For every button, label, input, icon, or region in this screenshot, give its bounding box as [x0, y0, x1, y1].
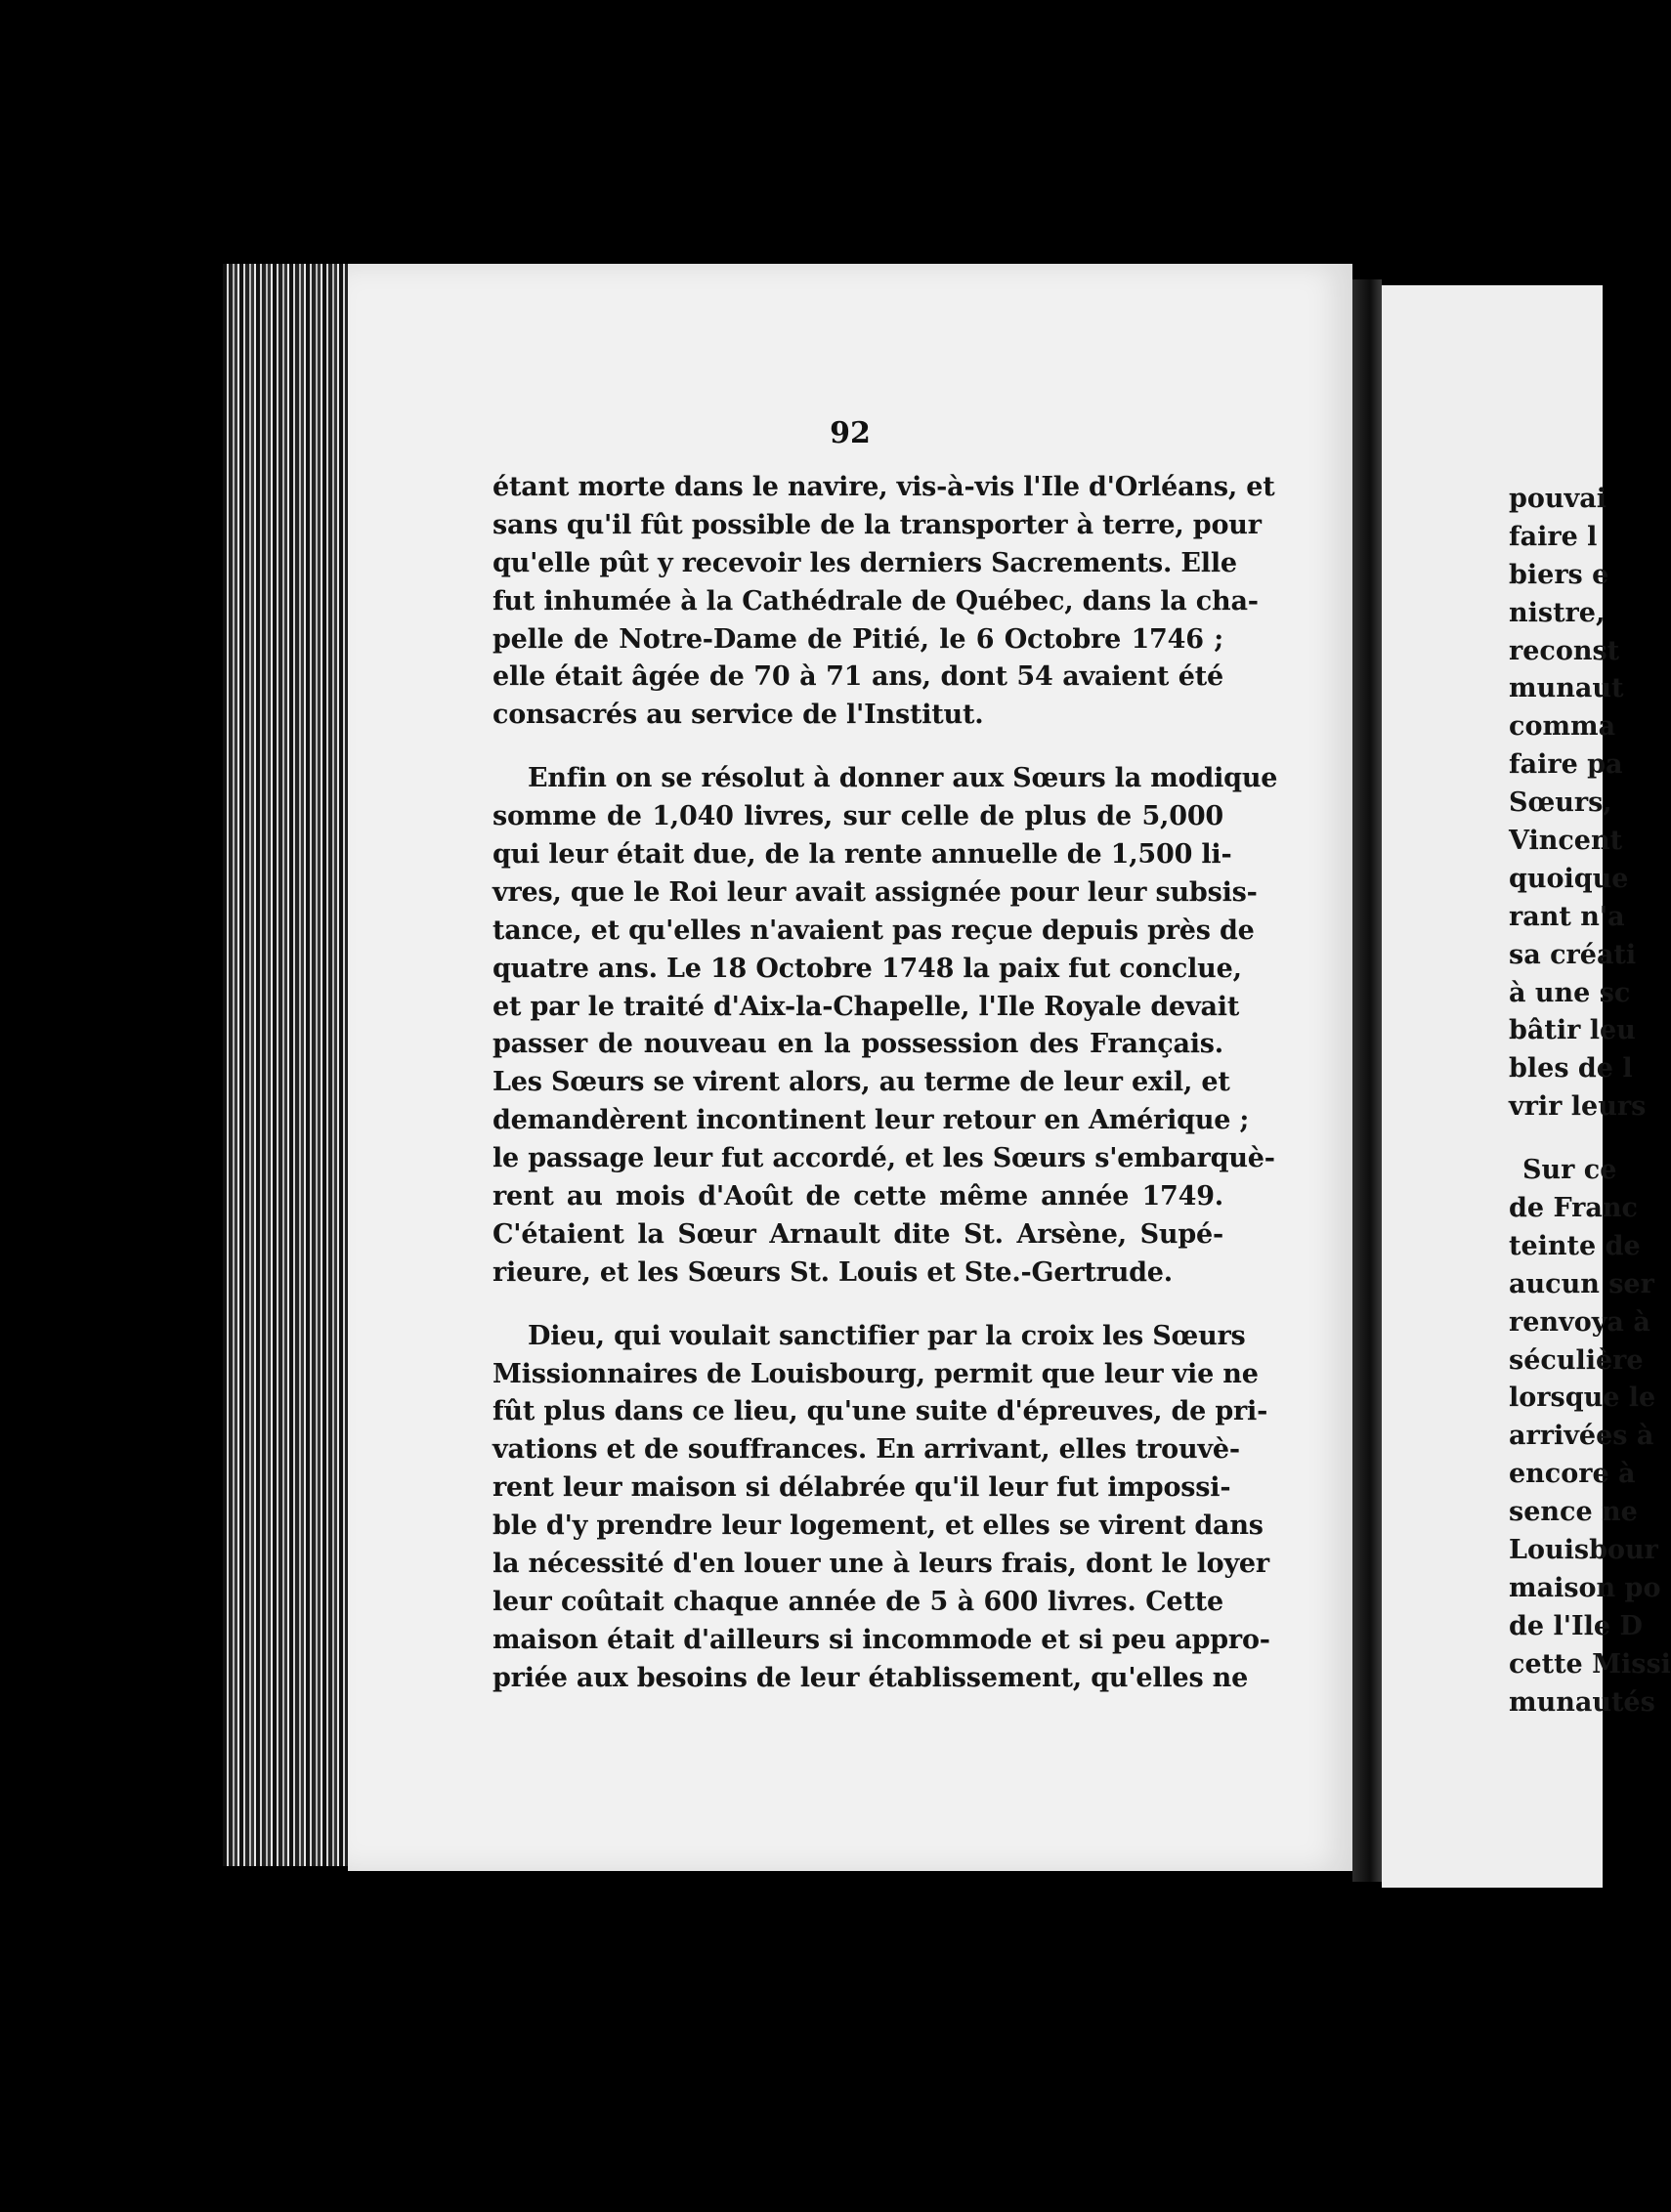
text-line: bles de l [1509, 1053, 1633, 1085]
text-line: de Franc [1509, 1193, 1638, 1224]
text-line: renvoya à [1509, 1306, 1650, 1338]
text-line: quoique [1509, 863, 1629, 894]
text-line: pouvai [1509, 484, 1607, 514]
text-line: C'étaient la Sœur Arnault dite St. Arsène, Supé- [493, 1218, 1223, 1250]
text-line: Louisbour [1509, 1535, 1658, 1566]
text-line: comma [1509, 711, 1616, 743]
text-line: Sur ce [1522, 1155, 1617, 1186]
text-line: Sœurs, [1509, 787, 1612, 819]
text-line: leur coûtait chaque année de 5 à 600 livres. Cette [493, 1586, 1223, 1617]
text-line: consacrés au service de l'Institut. [493, 700, 984, 731]
text-line: séculière [1509, 1344, 1644, 1376]
text-line: elle était âgée de 70 à 71 ans, dont 54 avaient été [493, 661, 1223, 693]
text-line: étant morte dans le navire, vis-à-vis l'Ile d'Orléans, et [493, 472, 1275, 502]
text-line: sans qu'il fût possible de la transporter à terre, pour [493, 509, 1262, 540]
text-line: fut inhumée à la Cathédrale de Québec, dans la cha- [493, 585, 1259, 617]
text-line: priée aux besoins de leur établissement, qu'elles ne [493, 1662, 1249, 1693]
paragraph-3 [493, 1318, 1270, 1698]
text-line: quatre ans. Le 18 Octobre 1748 la paix fut conclue, [493, 953, 1242, 984]
text-line: de l'Ile D [1509, 1610, 1643, 1641]
text-line: somme de 1,040 livres, sur celle de plus de 5,000 [493, 801, 1223, 832]
text-line: reconst [1509, 635, 1620, 666]
text-line: Vincent [1509, 826, 1623, 857]
page-number: 92 [830, 416, 871, 450]
text-line: fût plus dans ce lieu, qu'une suite d'épreuves, de pri- [493, 1396, 1268, 1427]
text-line: maison po [1509, 1572, 1661, 1603]
text-line: teinte de [1509, 1230, 1641, 1261]
text-line: vrir leurs [1509, 1091, 1647, 1123]
right-page-text [1509, 481, 1671, 1723]
text-line: munautés [1509, 1686, 1655, 1718]
text-line: maison était d'ailleurs si incommode et si peu appro- [493, 1624, 1270, 1655]
text-line: tance, et qu'elles n'avaient pas reçue depuis près de [493, 915, 1255, 946]
text-line: faire l [1509, 521, 1598, 552]
text-line: bâtir leu [1509, 1015, 1636, 1046]
text-line: sa créati [1509, 939, 1637, 970]
text-line: demandèrent incontinent leur retour en Amérique ; [493, 1105, 1250, 1136]
text-line: la nécessité d'en louer une à leurs frais, dont le loyer [493, 1549, 1269, 1580]
text-line: rent au mois d'Août de cette même année 1749. [493, 1181, 1223, 1212]
right-fragments-1 [1509, 481, 1671, 1127]
text-line: biers e [1509, 559, 1609, 590]
text-line: qui leur était due, de la rente annuelle de 1,500 li- [493, 839, 1232, 871]
text-line: pelle de Notre-Dame de Pitié, le 6 Octobre 1746 ; [493, 623, 1223, 655]
body-text [493, 469, 1278, 1698]
paragraph-1 [493, 469, 1275, 735]
text-line: rent leur maison si délabrée qu'il leur fut impossi- [493, 1472, 1231, 1504]
text-line: rant n'a [1509, 901, 1625, 932]
text-line: faire pa [1509, 749, 1623, 781]
text-line: sence ne [1509, 1497, 1638, 1528]
paragraph-2 [493, 760, 1278, 1292]
text-line: vations et de souffrances. En arrivant, elles trouvè- [493, 1434, 1240, 1466]
right-fragments-2 [1509, 1152, 1671, 1722]
text-line: Les Sœurs se virent alors, au terme de leur exil, et [493, 1067, 1230, 1098]
text-line: aucun ser [1509, 1268, 1654, 1299]
text-line: Missionnaires de Louisbourg, permit que leur vie ne [493, 1358, 1259, 1389]
text-line: qu'elle pût y recevoir les derniers Sacrements. Elle [493, 547, 1237, 578]
book-gutter [1352, 279, 1382, 1882]
text-line: nistre, [1509, 597, 1606, 628]
text-line: encore à [1509, 1459, 1636, 1490]
text-line: Enfin on se résolut à donner aux Sœurs la modique [528, 763, 1278, 794]
text-line: Dieu, qui voulait sanctifier par la croix les Sœurs [528, 1320, 1246, 1351]
text-line: rieure, et les Sœurs St. Louis et Ste.-Gertrude. [493, 1256, 1173, 1288]
text-line: munaut [1509, 673, 1624, 704]
text-line: et par le traité d'Aix-la-Chapelle, l'Ile Royale devait [493, 991, 1240, 1022]
text-line: vres, que le Roi leur avait assignée pour leur subsis- [493, 876, 1258, 908]
text-line: cette Missi [1509, 1648, 1671, 1680]
left-page [348, 264, 1352, 1871]
right-page [1382, 285, 1671, 1888]
text-line: à une sc [1509, 977, 1631, 1008]
text-line: le passage leur fut accordé, et les Sœurs s'embarquè- [493, 1143, 1275, 1174]
text-line: lorsque le [1509, 1382, 1656, 1414]
text-line: ble d'y prendre leur logement, et elles se virent dans [493, 1510, 1264, 1542]
text-line: arrivées à [1509, 1421, 1654, 1452]
page-edges [223, 264, 352, 1866]
text-line: passer de nouveau en la possession des Français. [493, 1029, 1223, 1060]
